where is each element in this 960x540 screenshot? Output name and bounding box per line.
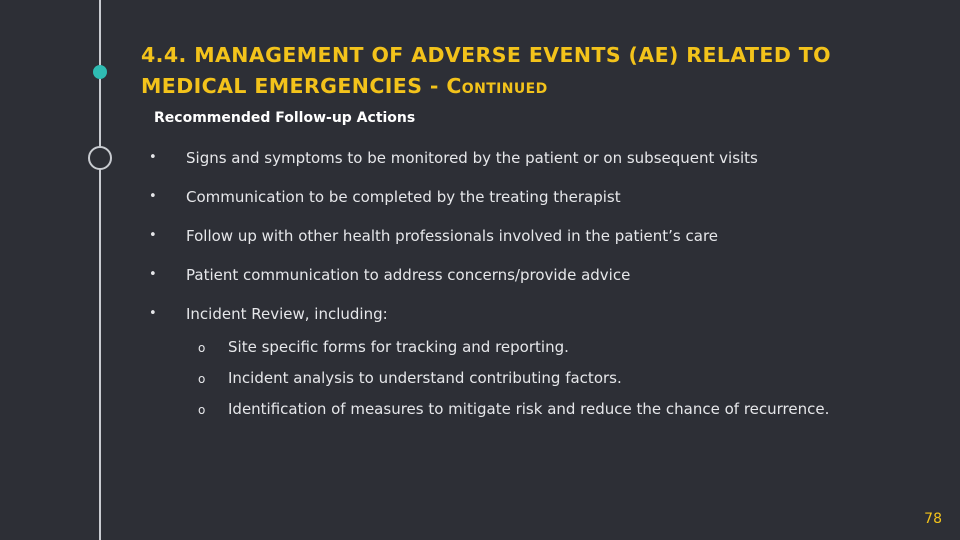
sub-bullet-circle-icon: o: [198, 403, 206, 417]
bullet-text: Communication to be completed by the treating therapist: [186, 188, 621, 206]
bullet-dot-icon: •: [149, 228, 157, 243]
slide-title: [141, 40, 921, 102]
sub-list-item: [198, 367, 918, 398]
bullet-dot-icon: •: [149, 150, 157, 165]
sub-bullet-circle-icon: o: [198, 341, 206, 355]
timeline-line: [99, 0, 101, 540]
timeline-dot-filled-icon: [93, 65, 107, 79]
sub-bullet-circle-icon: o: [198, 372, 206, 386]
sub-bullet-text: Incident analysis to understand contributing factors.: [228, 369, 622, 387]
bullet-text: Incident Review, including:: [186, 305, 388, 323]
sub-bullet-text: Site specific forms for tracking and reporting.: [228, 338, 569, 356]
bullet-dot-icon: •: [149, 267, 157, 282]
sub-list-item: [198, 398, 918, 429]
slide-title-suffix: Continued: [446, 74, 548, 98]
bullet-dot-icon: •: [149, 306, 157, 321]
page-number: 78: [924, 511, 942, 527]
slide-title-main: 4.4. MANAGEMENT OF ADVERSE EVENTS (AE) RELATED TO MEDICAL EMERGENCIES -: [141, 43, 831, 98]
list-item: [146, 147, 926, 186]
list-item: [146, 264, 926, 303]
section-subtitle: Recommended Follow-up Actions: [154, 110, 416, 126]
bullet-dot-icon: •: [149, 189, 157, 204]
sub-bullet-text: Identification of measures to mitigate risk and reduce the chance of recurrence.: [228, 400, 830, 418]
bullet-text: Patient communication to address concerns/provide advice: [186, 266, 631, 284]
bullet-text: Signs and symptoms to be monitored by the patient or on subsequent visits: [186, 149, 758, 167]
sub-list-item: [198, 336, 918, 367]
bullet-text: Follow up with other health professionals involved in the patient’s care: [186, 227, 719, 245]
list-item: [146, 186, 926, 225]
list-item: [146, 225, 926, 264]
timeline-dot-hollow-icon: [88, 146, 112, 170]
sub-bullet-list: [198, 336, 918, 429]
bullet-list: [146, 147, 926, 342]
